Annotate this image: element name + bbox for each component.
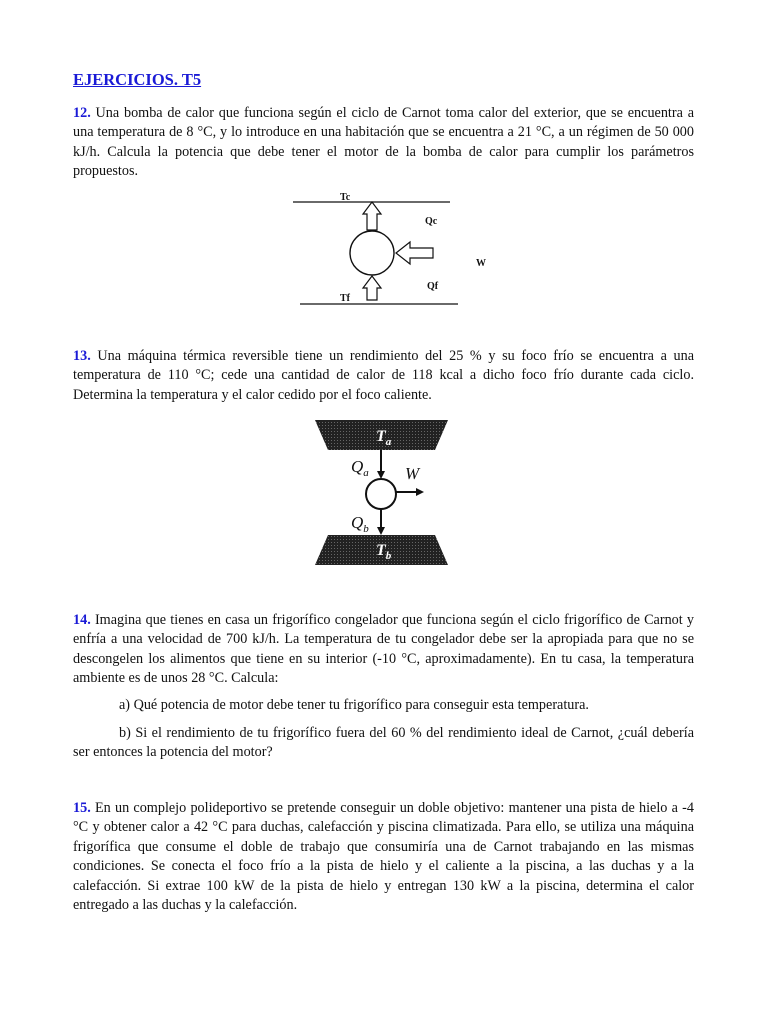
qa-sub: a <box>363 467 369 479</box>
w-arrow-icon <box>416 488 424 496</box>
tf-label: Tf <box>340 293 350 304</box>
exercise-14 <box>73 611 694 689</box>
qf-arrow-icon <box>363 276 381 300</box>
qb-arrow-icon <box>377 527 385 535</box>
exercise-12-text: Una bomba de calor que funciona según el ciclo de Carnot toma calor del exterior, que se encuentra a una temperatura de 8 °C, y lo introduce en una habitación que se encuentra a 21 °C, a un régimen de 50 000 kJ/h. Calcula la potencia que debe tener el motor de la bomba de calor para cumplir los parámetros propuestos. <box>73 105 694 180</box>
exercise-13 <box>73 347 694 405</box>
qc-label: Qc <box>425 216 438 227</box>
exercise-14-part-b: b) Si el rendimiento de tu frigorífico fuera del 60 % del rendimiento ideal de Carnot, ¿cuál debería ser entonces la potencia del motor? <box>73 725 694 761</box>
exercise-15 <box>73 799 694 915</box>
exercise-12-number: 12. <box>73 105 91 121</box>
engine-circle <box>350 231 394 275</box>
qb-sub: b <box>363 523 369 535</box>
tc-label: Tc <box>340 192 351 203</box>
qf-label: Qf <box>427 281 439 292</box>
exercise-13-number: 13. <box>73 348 91 364</box>
w-label: W <box>476 258 486 269</box>
engine-circle <box>366 479 396 509</box>
ta-label: T <box>376 428 386 445</box>
svg-text:Qa <box>351 457 369 479</box>
exercise-14-part-a: a) Qué potencia de motor debe tener tu frigorífico para conseguir esta temperatura. <box>119 697 589 713</box>
exercise-12 <box>73 104 694 182</box>
svg-text:Qb <box>351 513 369 535</box>
qa-label: Q <box>351 457 364 476</box>
exercise-13-text: Una máquina térmica reversible tiene un rendimiento del 25 % y su foco frío se encuentra a una temperatura de 110 °C; cede una cantidad de calor de 118 kcal a dicho foco frío durante cada ciclo. Determina la temperatura y el calor cedido por el foco caliente. <box>73 348 694 403</box>
qa-arrow-icon <box>377 471 385 479</box>
page-title: EJERCICIOS. T5 <box>73 70 202 89</box>
tb-label: T <box>376 542 386 559</box>
exercise-14-number: 14. <box>73 612 91 628</box>
heat-pump-diagram <box>290 190 510 310</box>
exercise-15-number: 15. <box>73 800 91 816</box>
heat-engine-diagram <box>315 418 455 568</box>
qb-label: Q <box>351 513 364 532</box>
tb-sub: b <box>385 550 392 562</box>
exercise-15-text: En un complejo polideportivo se pretende conseguir un doble objetivo: mantener una pista de hielo a -4 °C y obtener calor a 42 °C para duchas, calefacción y piscina climatizada. Para ello, se utiliza una máquina frigorífica que consume el doble de trabajo que consumiría una de Carnot trabajando en las mismas condiciones. Se conecta el foco frío a la pista de hielo y el caliente a la piscina, a las duchas y a la calefacción. Si extrae 100 kW de la pista de hielo y entregan 130 kW a la piscina, determina el calor entregado a las duchas y la calefacción. <box>73 800 694 914</box>
qc-arrow-icon <box>363 202 381 230</box>
w-arrow-icon <box>396 242 433 264</box>
exercise-14-text: Imagina que tienes en casa un frigorífico congelador que funciona según el ciclo frigorífico de Carnot y enfría a una velocidad de 700 kJ/h. La temperatura de tu congelador debe ser la apropiada para que no se descongelen los alimentos que tiene en su interior (-10 °C, aproximadamente). En tu casa, la temperatura ambiente es de unos 28 °C. Calcula: <box>73 612 694 687</box>
ta-sub: a <box>385 436 392 448</box>
w-label: W <box>405 464 420 483</box>
